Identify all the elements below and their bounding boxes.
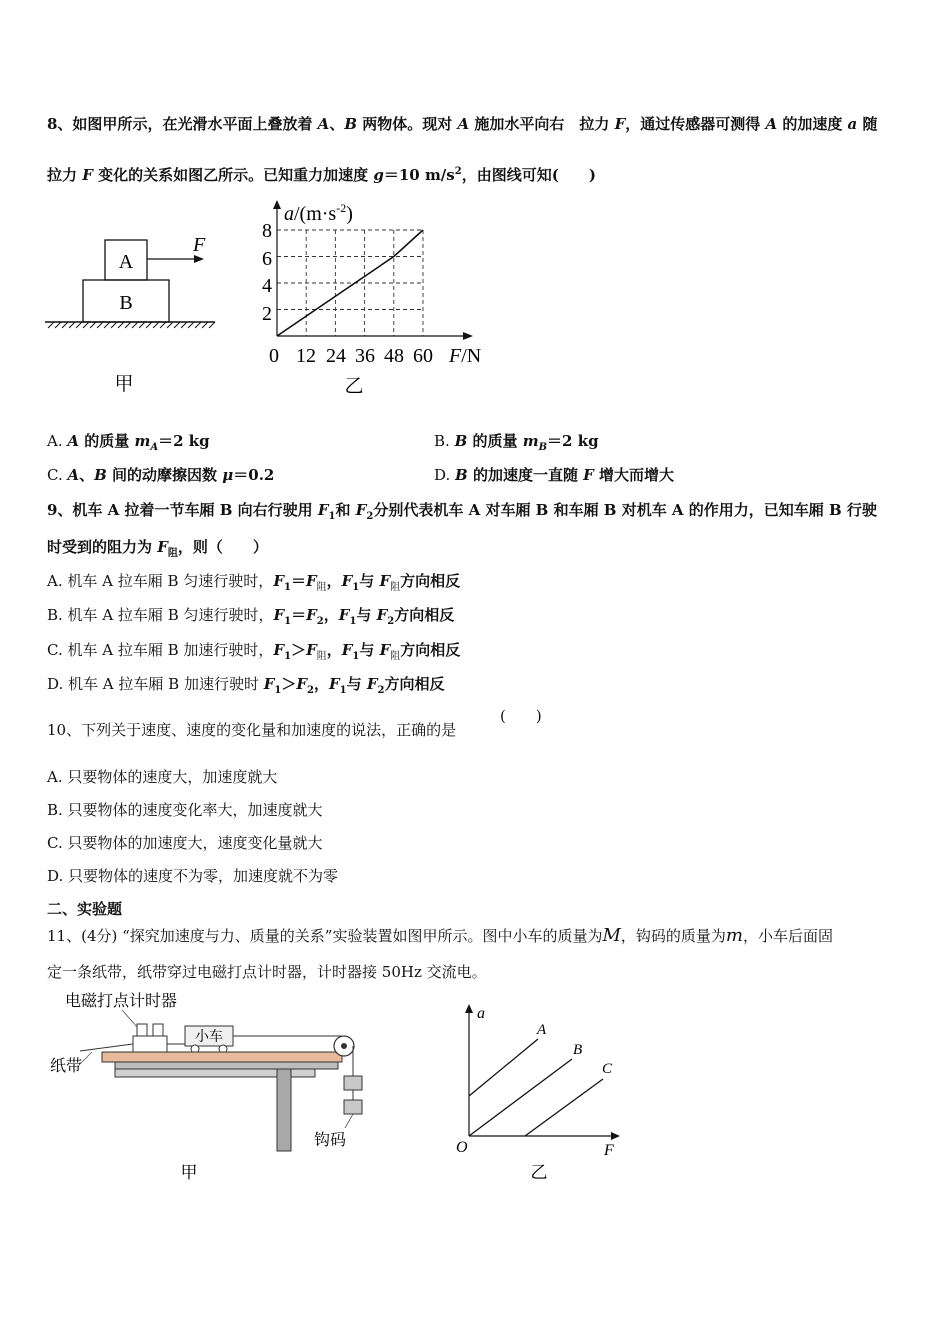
q9-option-d[interactable]: D. 机车 A 拉车厢 B 加速行驶时 $F_1>F_2$，$F_1$与 $F_2$方向相反 — [47, 675, 445, 696]
q11-figure-yi — [440, 1000, 640, 1185]
y-tick-label: 6 — [262, 248, 272, 270]
caption-jia: 甲 — [114, 374, 134, 395]
ground-hatching — [48, 322, 215, 328]
q11-stem-line1: 11、(4分) “探究加速度与力、质量的关系”实验装置如图甲所示。图中小车的质量为M，钩码的质量为m，小车后面固 — [47, 925, 833, 946]
caption-jia: 甲 — [180, 1163, 198, 1182]
timer-leader — [122, 1010, 138, 1028]
force-label: F — [193, 234, 206, 256]
q8-figure-yi — [250, 195, 500, 400]
block-b-label: B — [119, 292, 133, 314]
q10-stem: 10、下列关于速度、速度的变化量和加速度的说法，正确的是 — [47, 721, 457, 739]
line-b-label: B — [573, 1042, 583, 1058]
tape-label: 纸带 — [50, 1058, 83, 1075]
x-axis-label: F — [604, 1142, 614, 1159]
y-axis-label: $a/(m\cdot s^{-2})$ — [284, 201, 353, 225]
hook-label: 钩码 — [314, 1132, 347, 1149]
q10-answer-paren: ( ) — [500, 707, 542, 725]
timer-label: 电磁打点计时器 — [65, 993, 178, 1010]
q8-option-b[interactable]: B. B 的质量 $m_B=2$ kg — [434, 432, 599, 453]
q10-option-c[interactable]: C. 只要物体的加速度大，速度变化量就大 — [47, 834, 323, 852]
q10-option-a[interactable]: A. 只要物体的速度大，加速度就大 — [47, 768, 278, 786]
q9-option-b[interactable]: B. 机车 A 拉车厢 B 匀速行驶时，$F_1=F_2$，$F_1$与 $F_2$方向相反 — [47, 606, 455, 627]
hook-weight — [344, 1076, 362, 1090]
q8-option-d[interactable]: D. B 的加速度一直随 F 增大而增大 — [434, 466, 675, 484]
table-top — [115, 1062, 338, 1069]
x-tick-label: 36 — [355, 345, 375, 367]
x-tick-label: 24 — [326, 345, 346, 367]
y-axis-arrow — [273, 200, 281, 209]
cart-label: 小车 — [195, 1030, 223, 1045]
hook-leader — [345, 1114, 353, 1128]
origin-label: O — [456, 1139, 468, 1156]
q9-option-a[interactable]: A. 机车 A 拉车厢 B 匀速行驶时，$F_1=F_阻$，$F_1$与 $F_阻$方向相反 — [47, 572, 461, 593]
force-arrow-head — [194, 255, 204, 263]
timer-post — [153, 1024, 163, 1036]
q9-stem-line1: 9、机车 A 拉着一节车厢 B 向右行驶用 $F_1$和 $F_2$分别代表机车 A 对车厢 B 和车厢 B 对机车 A 的作用力，已知车厢 B 行驶 — [47, 501, 877, 522]
line-c — [525, 1079, 603, 1136]
line-a-label: A — [537, 1022, 547, 1038]
q8-stem-line2: 拉力 F 变化的关系如图乙所示。已知重力加速度 g＝10 $m/s^2$，由图线可知( ) — [47, 166, 596, 184]
q8-option-c[interactable]: C. A、B 间的动摩擦因数 μ＝0.2 — [47, 466, 275, 484]
pulley-hub — [341, 1043, 347, 1049]
x-tick-label: 12 — [296, 345, 316, 367]
timer-body — [133, 1036, 167, 1052]
track-board — [102, 1052, 342, 1062]
paper-tape — [80, 1044, 133, 1051]
y-tick-label: 2 — [262, 303, 272, 325]
q11-stem-line2: 定一条纸带，纸带穿过电磁打点计时器，计时器接 50Hz 交流电。 — [47, 963, 487, 981]
x-tick-label: 0 — [269, 345, 279, 367]
q9-stem-line2: 时受到的阻力为 $F_阻$，则（ ） — [47, 538, 268, 559]
line-a — [469, 1039, 538, 1096]
line-c-label: C — [602, 1061, 613, 1077]
table-leg — [277, 1069, 291, 1151]
y-axis-label: a — [477, 1005, 485, 1022]
timer-post — [137, 1024, 147, 1036]
line-b — [469, 1059, 572, 1136]
section-title: 二、实验题 — [47, 900, 123, 918]
x-axis-arrow — [611, 1132, 620, 1140]
x-tick-label: 48 — [384, 345, 404, 367]
y-tick-label: 4 — [262, 275, 272, 297]
block-a-label: A — [118, 251, 134, 273]
q10-option-d[interactable]: D. 只要物体的速度不为零，加速度就不为零 — [47, 867, 339, 885]
x-axis-arrow — [463, 332, 473, 340]
q8-stem-line1: 8、如图甲所示，在光滑水平面上叠放着 A、B 两物体。现对 A 施加水平向右 拉力 F，通过传感器可测得 A 的加速度 a 随 — [47, 115, 878, 133]
chart-grid — [277, 230, 423, 336]
y-axis-arrow — [465, 1004, 473, 1013]
q9-option-c[interactable]: C. 机车 A 拉车厢 B 加速行驶时，$F_1>F_阻$，$F_1$与 $F_阻$方向相反 — [47, 641, 461, 662]
x-axis-label: F/N — [449, 345, 482, 367]
hook-weight — [344, 1100, 362, 1114]
q11-figure-jia — [40, 988, 380, 1188]
y-tick-label: 8 — [262, 220, 272, 242]
q8-option-a[interactable]: A. A 的质量 $m_A=2$ kg — [47, 432, 210, 453]
q8-figure-jia — [40, 225, 230, 400]
caption-yi: 乙 — [344, 376, 364, 397]
caption-yi: 乙 — [530, 1163, 548, 1182]
q10-option-b[interactable]: B. 只要物体的速度变化率大，加速度就大 — [47, 801, 323, 819]
x-tick-label: 60 — [413, 345, 433, 367]
